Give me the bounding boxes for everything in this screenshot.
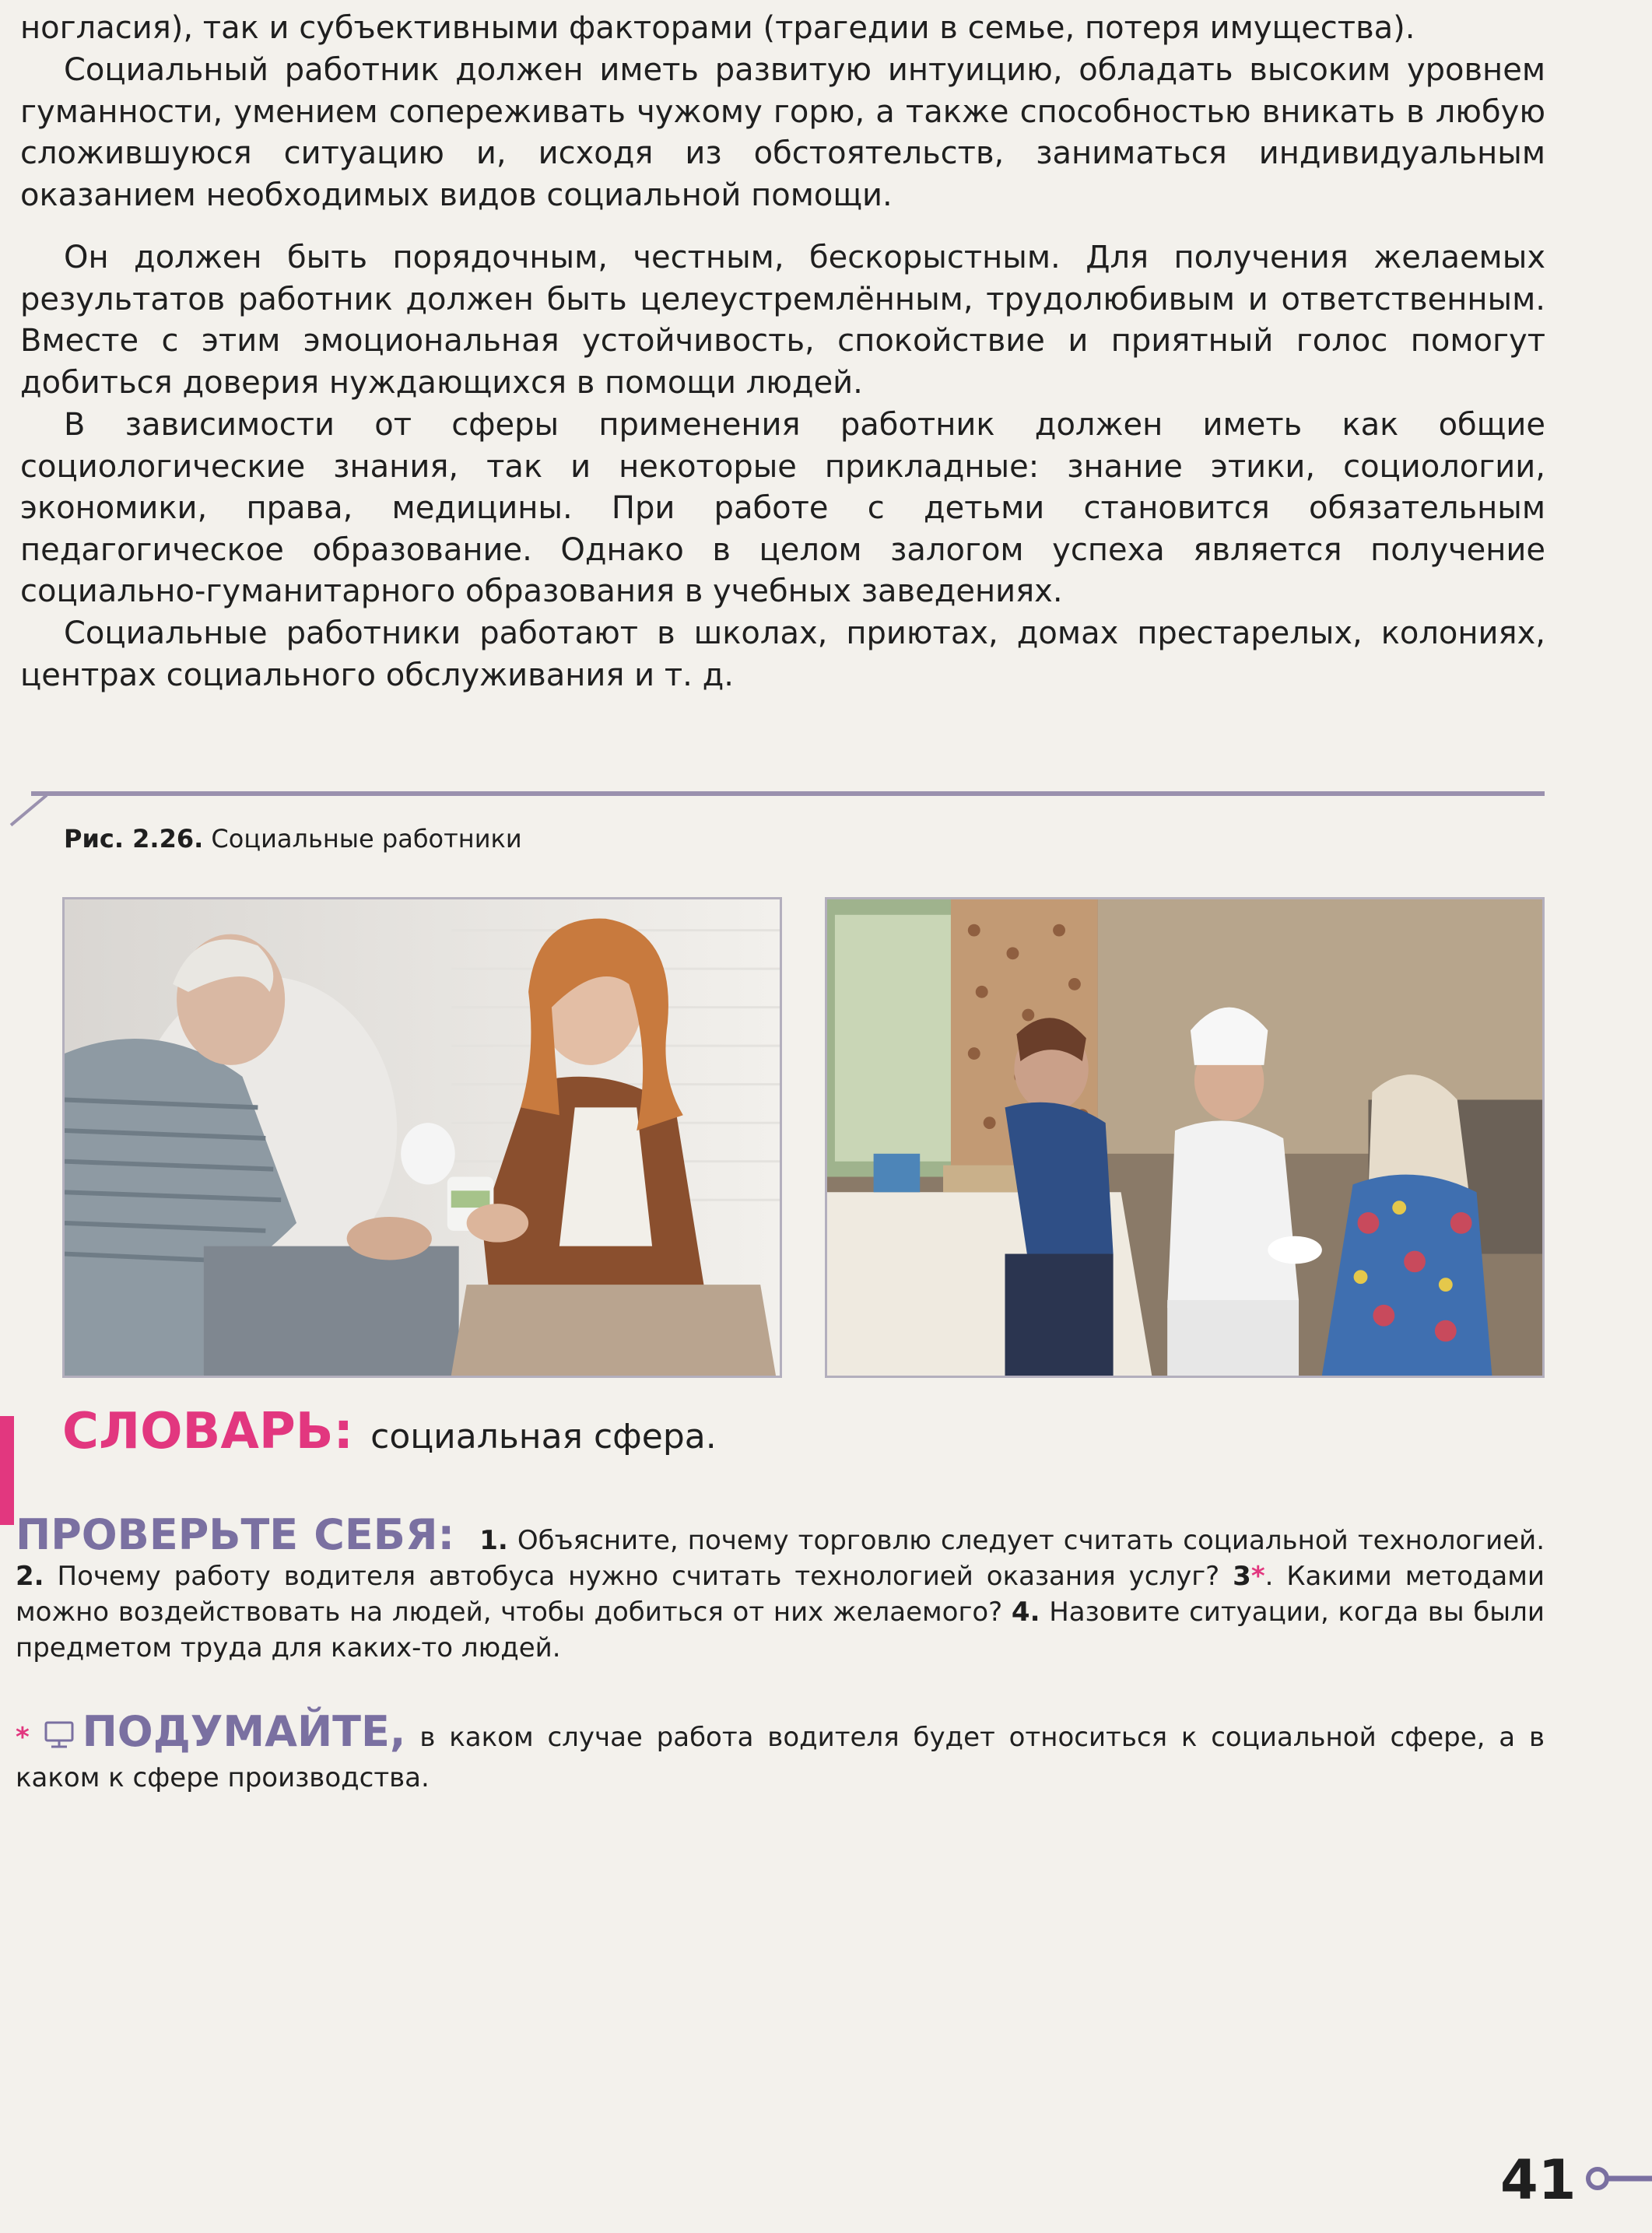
question-1-number: 1. bbox=[479, 1525, 508, 1556]
paragraph-2: Социальный работник должен иметь развитую интуицию, обладать высоким уровнем гуманности, умением сопереживать чужому горю, а также способностью вникать в любую сложившуюся ситуацию и, исходя из обстоятельств, заниматься индивидуальным оказанием необходимых видов социальной помощи. bbox=[20, 52, 1545, 213]
question-3-number: 3 bbox=[1233, 1561, 1251, 1592]
figure-caption-text: Социальные работники bbox=[211, 824, 522, 854]
figure-number: Рис. 2.26. bbox=[64, 824, 204, 854]
question-4: Назовите ситуации, когда вы были предметом труда для каких-то людей. bbox=[16, 1597, 1545, 1663]
question-3-star: * bbox=[1250, 1561, 1265, 1592]
photo-caregiver-with-elderly-man bbox=[62, 897, 782, 1378]
page-marker-icon bbox=[1584, 2163, 1652, 2197]
check-yourself-block bbox=[16, 1510, 1545, 1666]
figure-divider-slant bbox=[10, 794, 48, 826]
figure-divider bbox=[31, 791, 1545, 796]
vocabulary-text: социальная сфера. bbox=[370, 1417, 717, 1457]
question-2-number: 2. bbox=[16, 1561, 44, 1592]
think-text: в каком случае работа водителя будет относиться к социальной сфере, а в каком к сфере производства. bbox=[16, 1722, 1545, 1793]
vocabulary-box bbox=[62, 1400, 717, 1468]
question-4-number: 4. bbox=[1011, 1597, 1040, 1628]
paragraph-4: В зависимости от сферы применения работник должен иметь как общие социологические знания, так и некоторые прикладные: знание этики, социологии, экономики, права, медицины. При работе с детьми становится обязательным педагогическое образование. Однако в целом залогом успеха является получение социально-гуманитарного образования в учебных заведениях. bbox=[20, 407, 1545, 609]
paragraph-3: Он должен быть порядочным, честным, бескорыстным. Для получения желаемых результатов работник должен быть целеустремлённым, трудолюбивым и ответственным. Вместе с этим эмоциональная устойчивость, спокойствие и приятный голос помогут добиться доверия нуждающихся в помощи людей. bbox=[20, 240, 1545, 401]
page-number: 41 bbox=[1500, 2148, 1577, 2212]
margin-tab bbox=[0, 1416, 14, 1525]
think-star: * bbox=[16, 1722, 30, 1753]
check-yourself-heading: ПРОВЕРЬТЕ СЕБЯ: bbox=[16, 1510, 455, 1559]
computer-icon bbox=[44, 1719, 75, 1760]
paragraph-1: ногласия), так и субъективными факторами (трагедии в семье, потеря имущества). bbox=[20, 10, 1415, 46]
photo-social-workers-with-elderly-woman bbox=[825, 897, 1545, 1378]
think-block bbox=[16, 1707, 1545, 1796]
think-heading: ПОДУМАЙТЕ, bbox=[82, 1707, 406, 1756]
question-1: Объясните, почему торговлю следует считать социальной технологией. bbox=[517, 1525, 1545, 1556]
question-3: . Какими методами можно воздействовать на людей, чтобы добиться от них желаемого? bbox=[16, 1561, 1545, 1628]
figure-caption bbox=[64, 823, 522, 854]
question-2: Почему работу водителя автобуса нужно считать технологией оказания услуг? bbox=[57, 1561, 1220, 1592]
paragraph-5: Социальные работники работают в школах, приютах, домах престарелых, колониях, центрах социального обслуживания и т. д. bbox=[20, 615, 1545, 693]
vocabulary-heading: СЛОВАРЬ: bbox=[62, 1403, 354, 1460]
